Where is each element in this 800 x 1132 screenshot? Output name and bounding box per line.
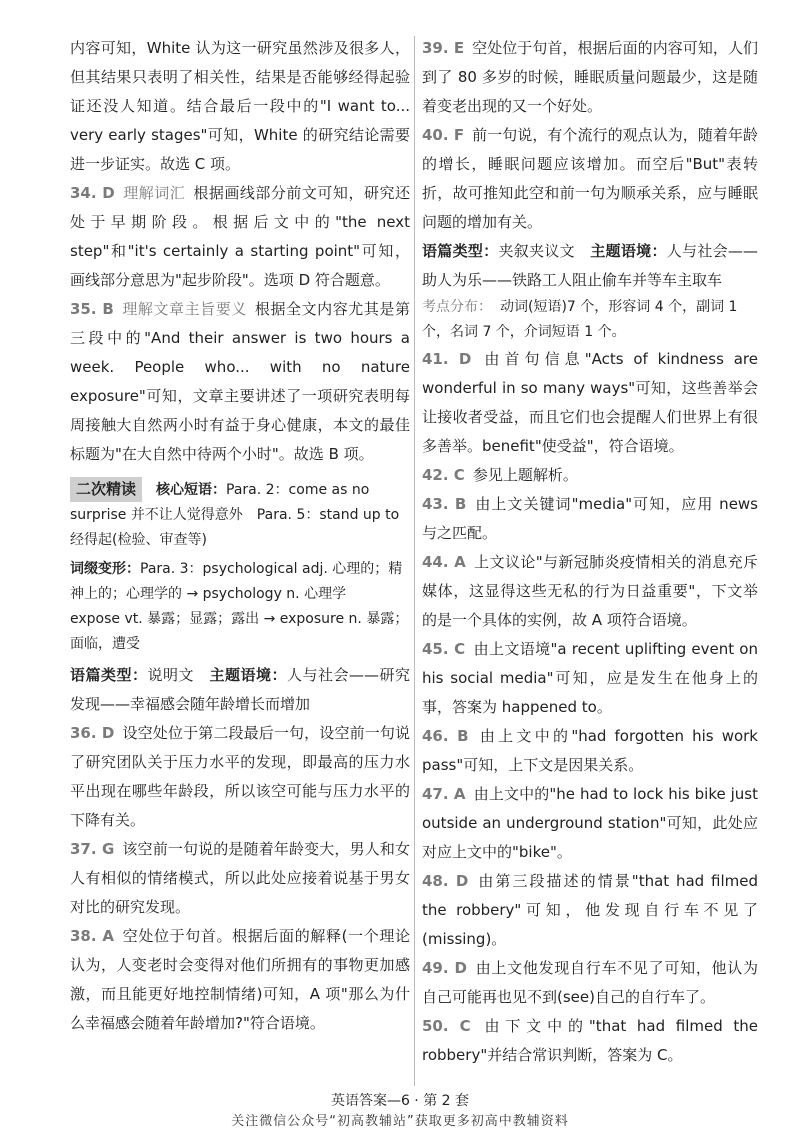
- q43-item: [422, 490, 758, 548]
- q45-item: [422, 635, 758, 722]
- answer-explanation: 根据画线部分前文可知，研究还处于早期阶段。根据后文中的"the next step"和"it's certainly a starting point"可知，画线部分意思为"起步阶段"。选项 D 符合题意。: [70, 184, 410, 289]
- question-number: 47. A: [422, 785, 466, 803]
- question-number: 43. B: [422, 495, 467, 513]
- answer-explanation: 由上文中的"he had to lock his bike just outside an underground station"可知，此处应对应上文中的"bike"。: [422, 785, 758, 861]
- question-number: 39. E: [422, 39, 465, 57]
- q35-item: [70, 295, 410, 469]
- question-type-tag: 理解文章主旨要义: [121, 300, 247, 318]
- question-number: 40. F: [422, 126, 465, 144]
- question-number: 34. D: [70, 184, 115, 202]
- core-phrases-title: 核心短语：: [156, 482, 227, 498]
- answer-explanation: 由上文他发现自行车不见了可知，他认为自己可能再也见不到(see)自己的自行车了。: [422, 959, 758, 1006]
- point-distribution: [422, 295, 758, 345]
- answer-explanation: 由下文中的"that had filmed the robbery"并结合常识判断，答案为 C。: [422, 1017, 759, 1064]
- genre-title: 语篇类型：: [70, 666, 148, 684]
- question-number: 48. D: [422, 872, 469, 890]
- q34-item: [70, 179, 410, 295]
- question-number: 49. D: [422, 959, 467, 977]
- q46-item: [422, 722, 758, 780]
- passage-info: [422, 237, 758, 295]
- genre-value: 夹叙夹议文: [498, 242, 575, 260]
- answer-explanation: 参见上题解析。: [472, 466, 578, 484]
- q49-item: [422, 954, 758, 1012]
- question-number: 37. G: [70, 840, 115, 858]
- point-distribution-title: 考点分布：: [422, 299, 492, 315]
- affix-title: 词缀变形：: [70, 561, 140, 577]
- answer-explanation: 空处位于句首。根据后面的解释(一个理论认为，人变老时会变得对他们所拥有的事物更加感激，而且能更好地控制情绪)可知，A 项"那么为什么幸福感会随着年龄增加?"符合语境。: [70, 927, 410, 1032]
- answer-explanation: 前一句说，有个流行的观点认为，随着年龄的增长，睡眠问题应该增加。而空后"But"表转折，故可推知此空和前一句为顺承关系，应与睡眠问题的增加有关。: [422, 126, 758, 231]
- theme-value: 人与社会——助人为乐——铁路工人阻止偷车并等车主取车: [422, 242, 758, 289]
- question-number: 50. C: [422, 1017, 471, 1035]
- q33-continuation: 内容可知，White 认为这一研究虽然涉及很多人，但其结果只表明了相关性，结果是否能够经得起验证还没人知道。结合最后一段中的"I want to... very early stages"可知，White 的研究结论需要进一步证实。故选 C 项。: [70, 39, 410, 173]
- answer-explanation: 由上文中的"had forgotten his work pass"可知，上下文是因果关系。: [422, 727, 758, 774]
- q40-item: [422, 121, 758, 237]
- q44-item: [422, 548, 758, 635]
- passage-info: [70, 661, 410, 719]
- question-number: 35. B: [70, 300, 114, 318]
- answer-explanation: 空处位于句首，根据后面的内容可知，人们到了 80 多岁的时候，睡眠质量问题最少，这是随着变老出现的又一个好处。: [422, 39, 758, 115]
- q36-item: [70, 719, 410, 835]
- affix-text: Para. 3：psychological adj. 心理的；精神上的；心理学的 → psychology n. 心理学 expose vt. 暴露；显露；露出 → exposure n. 暴露；面临，遭受: [70, 561, 409, 652]
- question-number: 45. C: [422, 640, 466, 658]
- core-phrases-text: Para. 2：come as no surprise 并不让人觉得意外 Para. 5：stand up to 经得起(检验、审查等): [70, 482, 400, 548]
- point-distribution-text: 动词(短语)7 个，形容词 4 个，副词 1 个，名词 7 个，介词短语 1 个。: [422, 299, 738, 340]
- question-number: 38. A: [70, 927, 115, 945]
- question-number: 46. B: [422, 727, 469, 745]
- genre-title: 语篇类型：: [422, 242, 499, 260]
- answer-explanation: 由首句信息"Acts of kindness are wonderful in so many ways"可知，这些善举会让接收者受益，而且它们也会提醒人们世界上有很多善举。benefit"使受益"，符合语境。: [422, 350, 758, 455]
- answer-explanation: 该空前一句说的是随着年龄变大，男人和女人有相似的情绪模式，所以此处应接着说基于男女对比的研究发现。: [70, 840, 410, 916]
- q48-item: [422, 867, 758, 954]
- second-reading-block: [70, 477, 410, 657]
- theme-title: 主题语境：: [590, 242, 667, 260]
- wechat-notice: 关注微信公众号“初高教辅站”获取更多初高中教辅资料: [231, 1114, 569, 1129]
- question-number: 41. D: [422, 350, 472, 368]
- q39-item: [422, 34, 758, 121]
- question-type-tag: 理解词汇: [122, 184, 186, 202]
- question-number: 36. D: [70, 724, 115, 742]
- right-column: [422, 34, 758, 1070]
- page-label: 英语答案—6 · 第 2 套: [330, 1093, 470, 1109]
- theme-value: 人与社会——研究发现——幸福感会随年龄增长而增加: [70, 666, 410, 713]
- question-number: 44. A: [422, 553, 466, 571]
- answer-explanation: 由上文语境"a recent uplifting event on his social media"可知，应是发生在他身上的事，答案为 happened to。: [422, 640, 758, 716]
- answer-explanation: 根据全文内容尤其是第三段中的"And their answer is two hours a week. People who... with no nature exposure"可知，文章主要讲述了一项研究表明每周接触大自然两小时有益于身心健康，本文的最佳标题为"在大自然中待两个小时"。故选 B 项。: [70, 300, 410, 463]
- answer-explanation: 设空处位于第二段最后一句，设空前一句说了研究团队关于压力水平的发现，即最高的压力水平出现在哪些年龄段，所以该空可能与压力水平的下降有关。: [70, 724, 410, 829]
- left-column: [70, 34, 410, 1038]
- answer-explanation: 上文议论"与新冠肺炎疫情相关的消息充斥媒体，这显得这些无私的行为日益重要"，下文举的是一个具体的实例，故 A 项符合语境。: [422, 553, 759, 629]
- answer-explanation: 由第三段描述的情景"that had filmed the robbery"可知，他发现自行车不见了(missing)。: [422, 872, 758, 948]
- q41-item: [422, 345, 758, 461]
- question-number: 42. C: [422, 466, 465, 484]
- second-reading-label: 二次精读: [70, 477, 142, 502]
- q37-item: [70, 835, 410, 922]
- q42-item: [422, 461, 758, 490]
- q50-item: [422, 1012, 758, 1070]
- theme-title: 主题语境：: [209, 666, 287, 684]
- genre-value: 说明文: [147, 666, 194, 684]
- column-divider: [414, 36, 415, 1086]
- answer-explanation: 由上文关键词"media"可知，应用 news 与之匹配。: [422, 495, 759, 542]
- q47-item: [422, 780, 758, 867]
- q38-item: [70, 922, 410, 1038]
